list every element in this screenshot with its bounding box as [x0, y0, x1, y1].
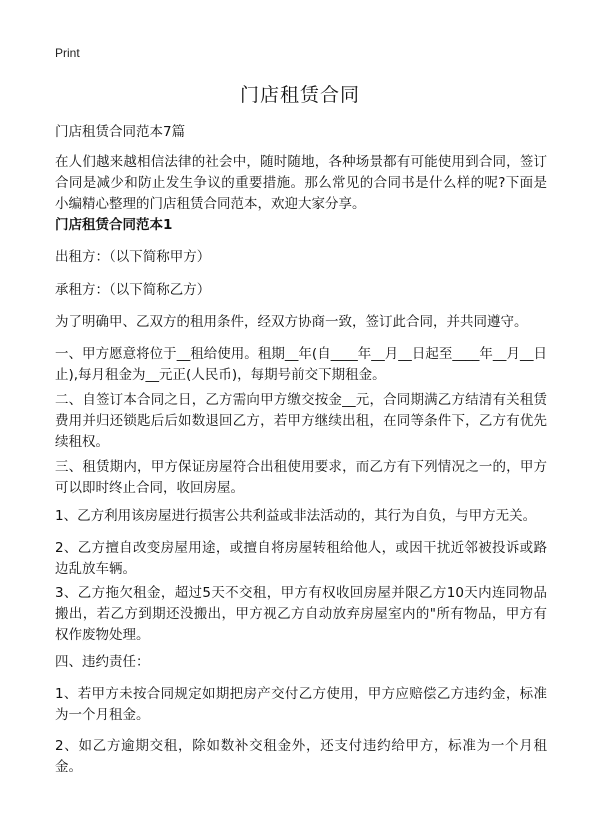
- document-subtitle: 门店租赁合同范本7篇: [55, 124, 186, 140]
- clause-4-item-1: 1、若甲方未按合同规定如期把房产交付乙方使用，甲方应赔偿乙方违约金，标准为一个月租金。: [55, 686, 547, 723]
- clause-3-item-1: 1、乙方利用该房屋进行损害公共利益或非法活动的，其行为自负，与甲方无关。: [55, 508, 537, 524]
- clause-4-item-2: 2、如乙方逾期交租，除如数补交租金外，还支付违约给甲方，标准为一个月租金。: [55, 738, 547, 775]
- clause-3-item-3: 3、乙方拖欠租金，超过5天不交租，甲方有权收回房屋并限乙方10天内连同物品搬出，若乙方到期还没搬出，甲方视乙方自动放弃房屋室内的"所有物品，甲方有权作废物处理。: [55, 585, 547, 643]
- intro-paragraph: 在人们越来越相信法律的社会中，随时随地，各种场景都有可能使用到合同，签订合同是减少和防止发生争议的重要措施。那么常见的合同书是什么样的呢?下面是小编精心整理的门店租赁合同范本，欢迎大家分享。: [55, 154, 547, 212]
- clause-3-item-2: 2、乙方擅自改变房屋用途，或擅自将房屋转租给他人，或因干扰近邻被投诉或路边乱放车辆。: [55, 540, 547, 577]
- section-heading: 门店租赁合同范本1: [55, 217, 173, 233]
- lessor-line: 出租方：（以下简称甲方）: [55, 249, 211, 265]
- clause-4: 四、违约责任：: [55, 654, 150, 670]
- clause-2: 二、自签订本合同之日，乙方需向甲方缴交按金__元，合同期满乙方结清有关租赁费用并归还锁匙后后如数退回乙方，若甲方继续出租，在同等条件下，乙方有优先续租权。: [55, 392, 547, 450]
- lessee-line: 承租方：（以下简称乙方）: [55, 282, 211, 298]
- page-title: 门店租赁合同: [239, 84, 360, 106]
- clause-1: 一、甲方愿意将位于__租给使用。租期__年(自____年__月__日起至____年__月__日止),每月租金为__元正(人民币)，每期号前交下期租金。: [55, 346, 547, 383]
- clause-3: 三、租赁期内，甲方保证房屋符合出租使用要求，而乙方有下列情况之一的，甲方可以即时终止合同，收回房屋。: [55, 459, 547, 496]
- preamble-paragraph: 为了明确甲、乙双方的租用条件，经双方协商一致，签订此合同，并共同遵守。: [55, 314, 528, 330]
- print-link[interactable]: Print: [55, 46, 80, 60]
